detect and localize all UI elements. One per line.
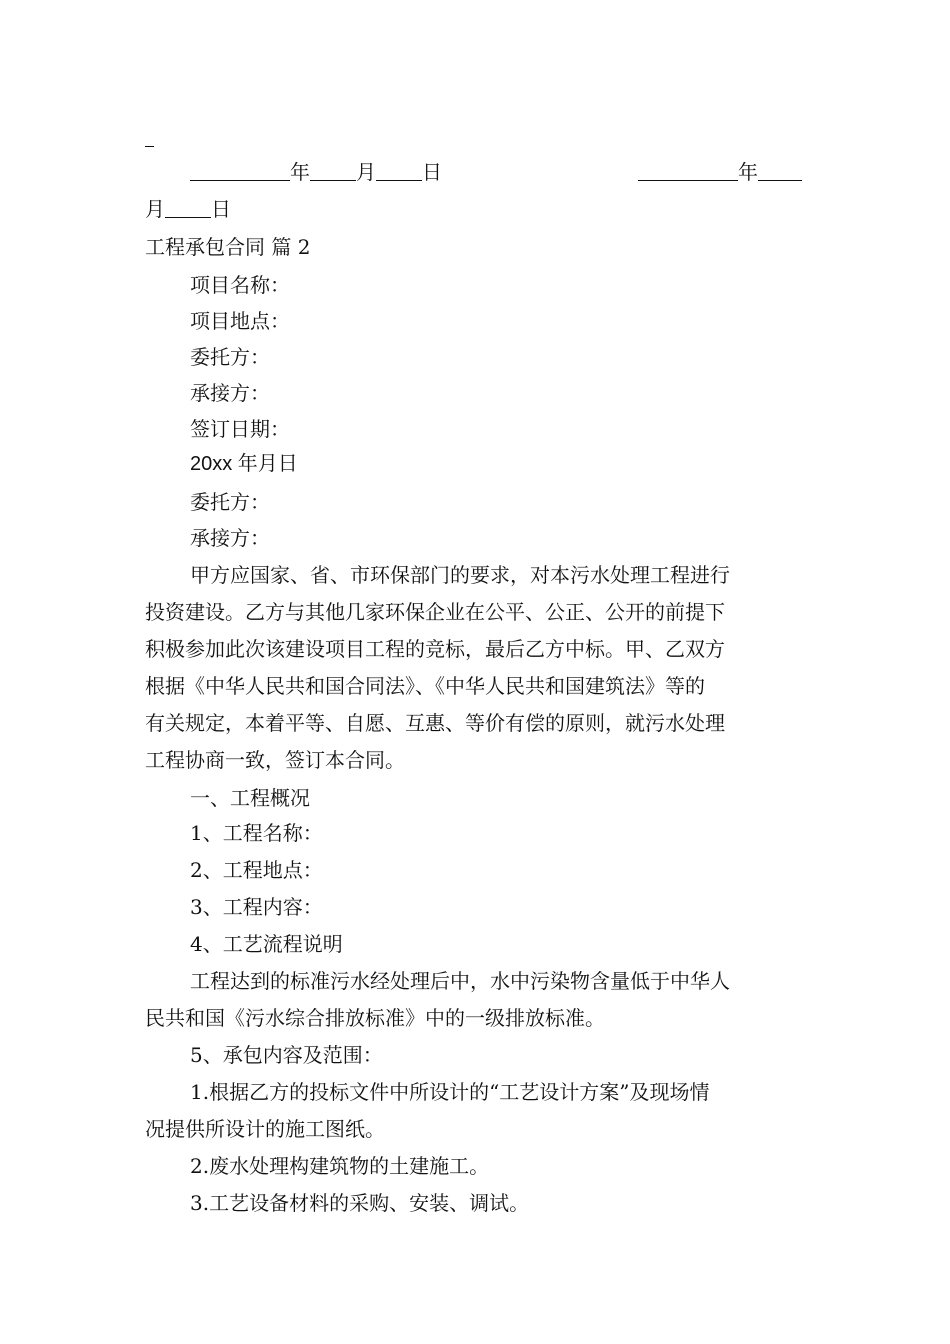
overview-heading: 一、工程概况 <box>190 786 310 810</box>
date-day: 日 <box>422 160 442 184</box>
scope-item-2: 2.废水处理构建筑物的土建施工。 <box>190 1154 490 1178</box>
date-line-continued <box>145 191 231 227</box>
scope-item-3: 3.工艺设备材料的采购、安装、调试。 <box>190 1191 530 1215</box>
blank-underline <box>376 156 422 181</box>
blank-underline <box>758 156 802 181</box>
overview-item: 3、工程内容： <box>190 895 323 919</box>
intro-line: 甲方应国家、省、市环保部门的要求，对本污水处理工程进行 <box>190 563 730 587</box>
field-project-location: 项目地点： <box>190 309 290 333</box>
party-client: 委托方： <box>190 490 270 514</box>
blank-underline <box>638 156 738 181</box>
scope-heading: 5、承包内容及范围： <box>190 1043 383 1067</box>
date-day: 日 <box>211 197 231 221</box>
overview-item: 4、工艺流程说明 <box>190 932 343 956</box>
date-line-right <box>638 154 802 190</box>
blank-underline <box>310 156 356 181</box>
intro-line: 根据《中华人民共和国合同法》、《中华人民共和国建筑法》等的 <box>145 674 705 698</box>
standard-line: 工程达到的标准污水经处理后中，水中污染物含量低于中华人 <box>190 969 730 993</box>
field-client: 委托方： <box>190 345 270 369</box>
underline-stub <box>145 146 154 147</box>
overview-item: 1、工程名称： <box>190 821 323 845</box>
overview-item: 2、工程地点： <box>190 858 323 882</box>
section-title: 工程承包合同 篇 2 <box>145 235 311 259</box>
standard-line: 民共和国《污水综合排放标准》中的一级排放标准。 <box>145 1006 605 1030</box>
date-month: 月 <box>145 197 165 221</box>
date-month: 月 <box>356 160 376 184</box>
sign-date-value: 20xx 年月日 <box>190 453 298 475</box>
blank-underline <box>190 156 290 181</box>
party-contractor: 承接方： <box>190 526 270 550</box>
scope-item-1: 1.根据乙方的投标文件中所设计的“工艺设计方案”及现场情 <box>190 1080 710 1104</box>
field-contractor: 承接方： <box>190 381 270 405</box>
scope-item-1-cont: 况提供所设计的施工图纸。 <box>145 1117 385 1141</box>
intro-line: 工程协商一致，签订本合同。 <box>145 748 405 772</box>
field-sign-date: 签订日期： <box>190 417 290 441</box>
intro-line: 投资建设。乙方与其他几家环保企业在公平、公正、公开的前提下 <box>145 600 725 624</box>
date-year: 年 <box>738 160 758 184</box>
field-project-name: 项目名称： <box>190 273 290 297</box>
date-year: 年 <box>290 160 310 184</box>
intro-line: 有关规定，本着平等、自愿、互惠、等价有偿的原则，就污水处理 <box>145 711 725 735</box>
intro-line: 积极参加此次该建设项目工程的竞标，最后乙方中标。甲、乙双方 <box>145 637 725 661</box>
date-line-left <box>190 154 442 190</box>
blank-underline <box>165 193 211 218</box>
